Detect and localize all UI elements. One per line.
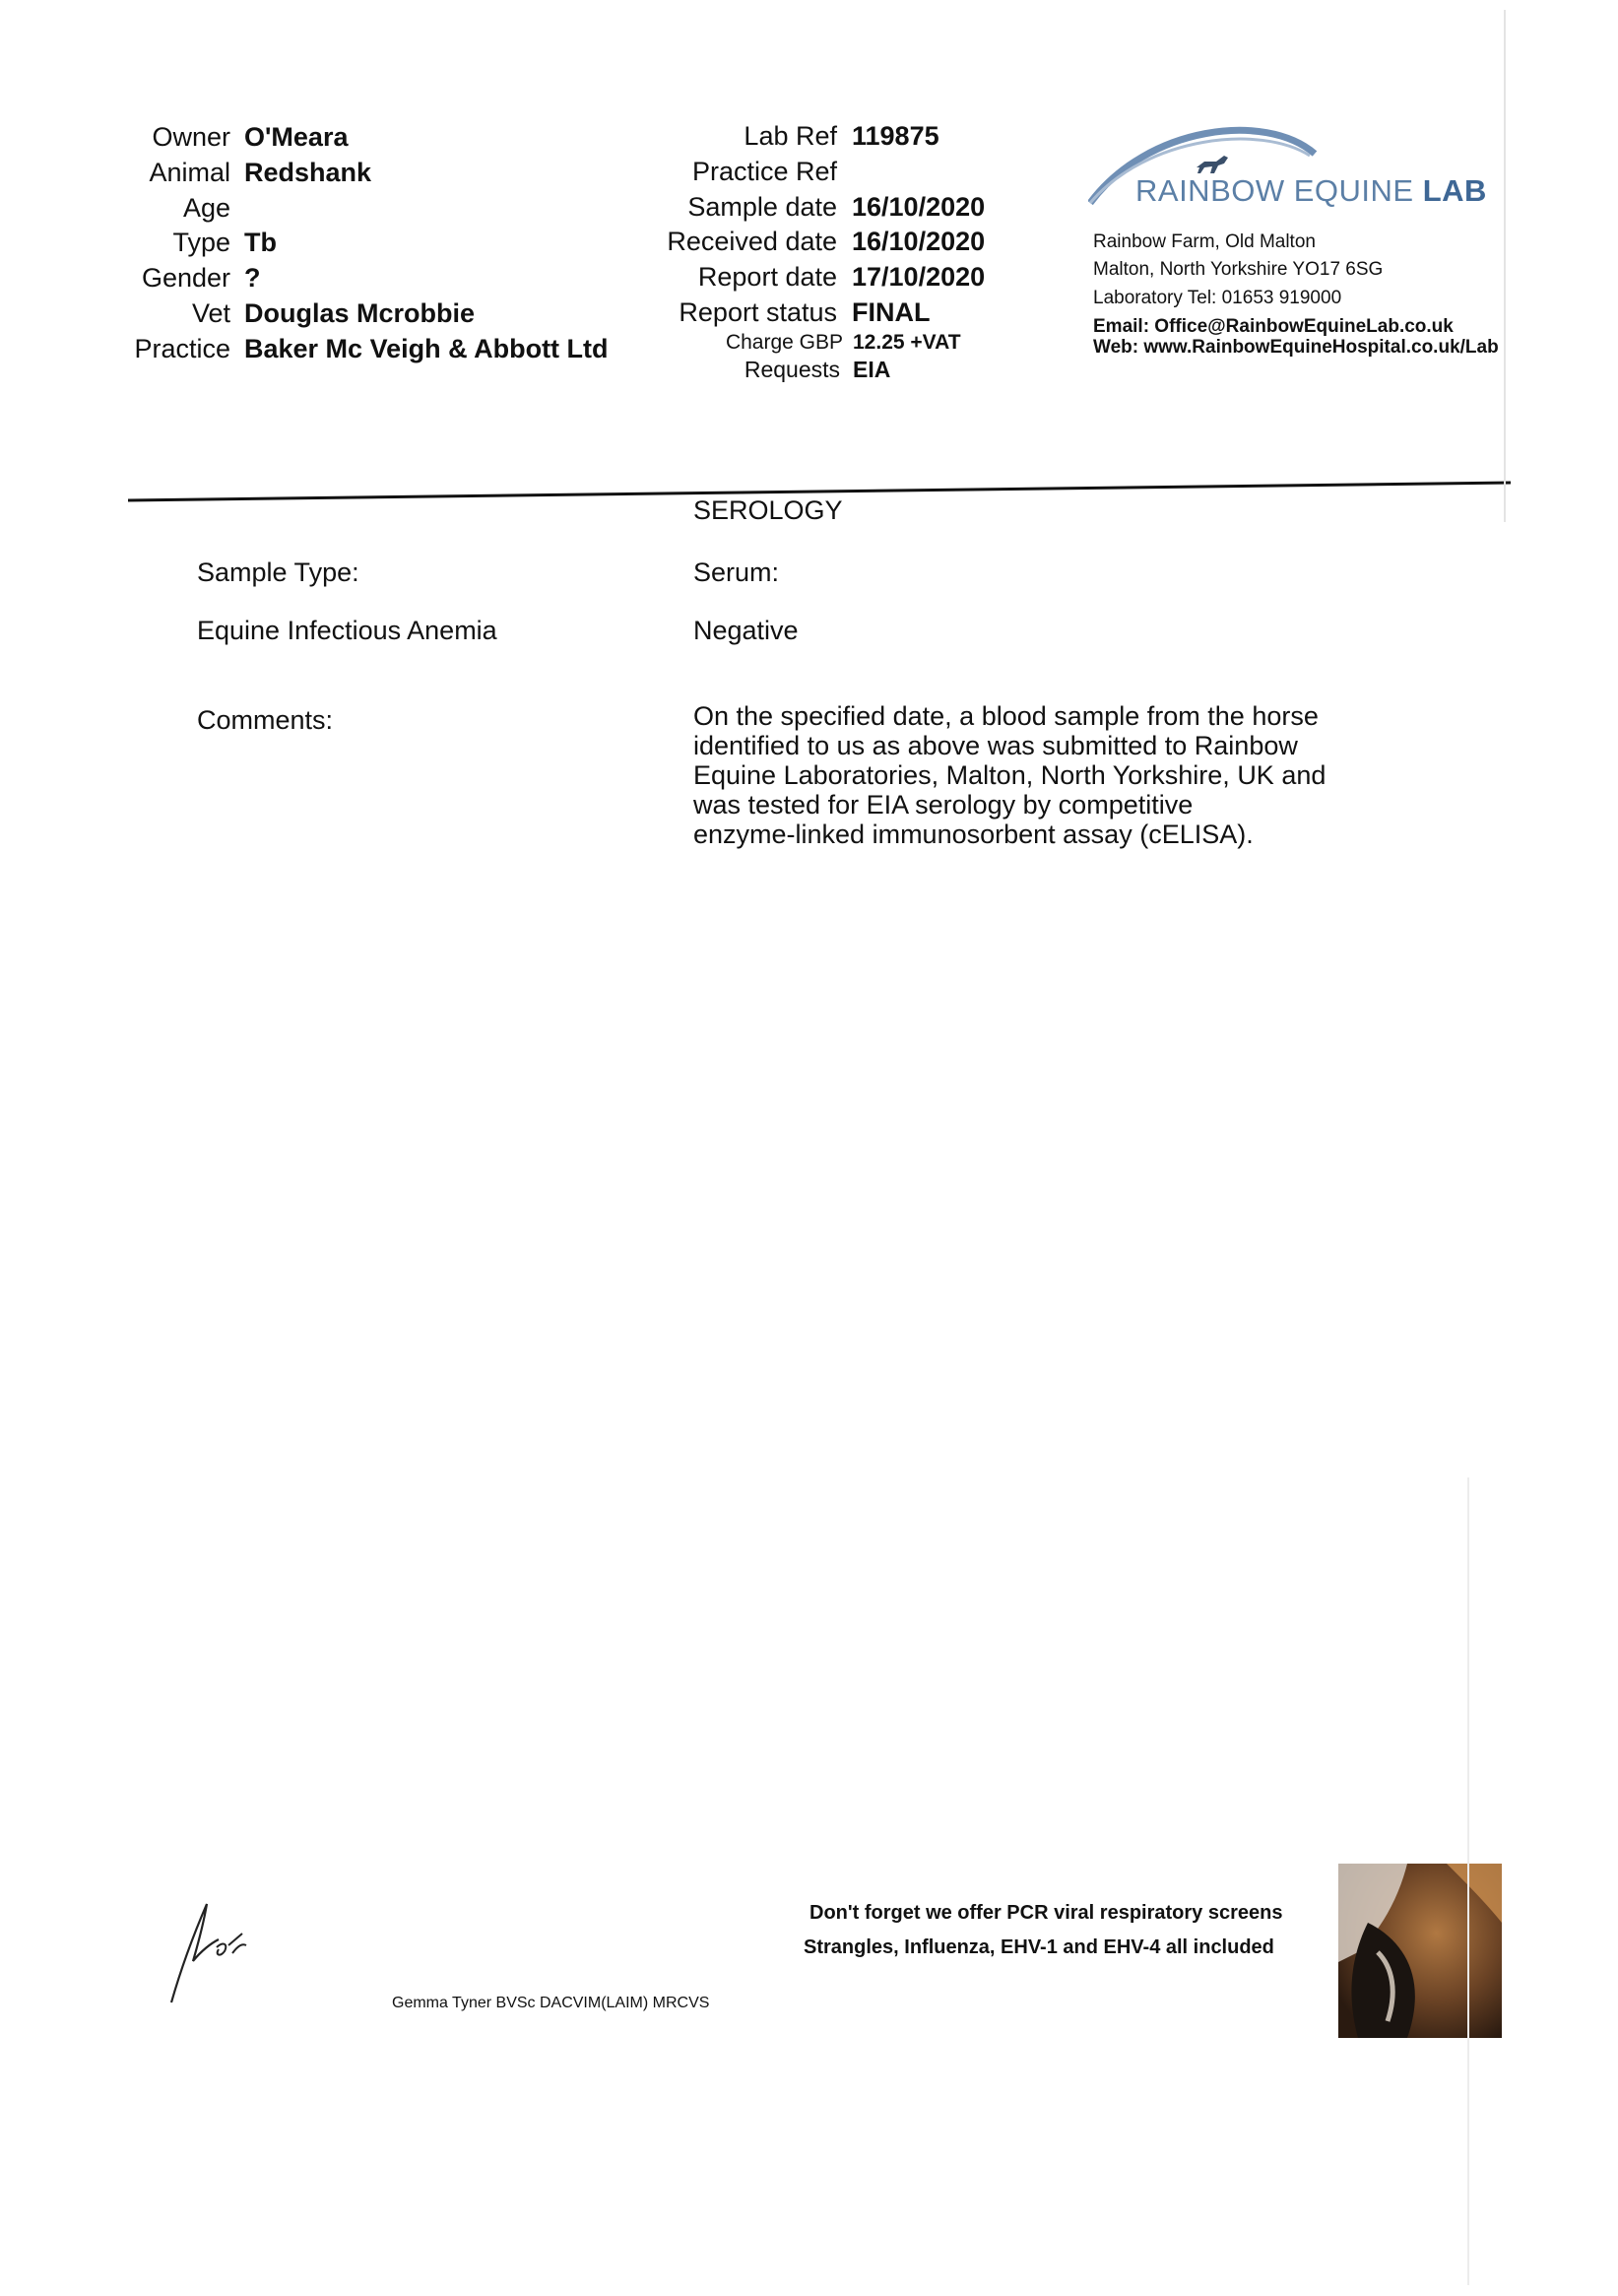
animal-label: Animal bbox=[149, 158, 230, 187]
logo-wordmark bbox=[1135, 173, 1487, 209]
vet-value: Douglas Mcrobbie bbox=[244, 298, 476, 328]
logo-text-bold: LAB bbox=[1422, 173, 1487, 208]
horse-nose-icon bbox=[1338, 1864, 1502, 2038]
sample-type-value: Serum: bbox=[693, 558, 780, 587]
age-label: Age bbox=[182, 193, 230, 223]
report-date-label: Report date bbox=[697, 262, 837, 292]
comments-label: Comments: bbox=[197, 705, 334, 735]
lab-web: Web: www.RainbowEquineHospital.co.uk/Lab bbox=[1093, 337, 1499, 358]
owner-value: O'Meara bbox=[244, 122, 349, 152]
report-status-value: FINAL bbox=[852, 297, 931, 327]
vet-label: Vet bbox=[191, 298, 230, 328]
sample-date-row bbox=[581, 192, 986, 228]
test-name: Equine Infectious Anemia bbox=[197, 616, 497, 645]
promo-line-1: Don't forget we offer PCR viral respiratory screens bbox=[809, 1902, 1283, 1924]
requests-row bbox=[581, 357, 975, 384]
practice-value: Baker Mc Veigh & Abbott Ltd bbox=[244, 334, 609, 363]
report-status-label: Report status bbox=[679, 297, 837, 327]
scan-edge-line bbox=[1467, 1477, 1469, 2285]
lab-address-line1: Rainbow Farm, Old Malton bbox=[1093, 231, 1316, 252]
practice-label: Practice bbox=[134, 334, 230, 363]
animal-value: Redshank bbox=[244, 158, 372, 187]
received-date-row bbox=[581, 227, 986, 262]
type-value: Tb bbox=[244, 228, 277, 257]
comments-line: enzyme-linked immunosorbent assay (cELISA). bbox=[693, 820, 1254, 849]
sample-type-label: Sample Type: bbox=[197, 558, 359, 587]
handwritten-signature bbox=[158, 1896, 266, 2009]
comments-text bbox=[693, 701, 1363, 849]
comments-line: On the specified date, a blood sample from the horse bbox=[693, 701, 1319, 731]
logo-text-main: RAINBOW EQUINE bbox=[1135, 173, 1423, 208]
test-result: Negative bbox=[693, 616, 799, 645]
lab-ref-label: Lab Ref bbox=[744, 121, 837, 151]
gender-value: ? bbox=[244, 263, 261, 293]
scan-edge-line bbox=[1504, 10, 1506, 522]
received-date-value: 16/10/2020 bbox=[852, 227, 986, 256]
report-date-value: 17/10/2020 bbox=[852, 262, 986, 292]
owner-label: Owner bbox=[152, 122, 230, 152]
charge-row bbox=[581, 331, 975, 359]
practice-ref-label: Practice Ref bbox=[691, 157, 837, 186]
charge-value: 12.25 +VAT bbox=[853, 331, 961, 354]
type-label: Type bbox=[172, 228, 230, 257]
sample-date-label: Sample date bbox=[687, 192, 837, 222]
gender-label: Gender bbox=[141, 263, 230, 293]
signatory-name: Gemma Tyner BVSc DACVIM(LAIM) MRCVS bbox=[392, 1995, 710, 2011]
requests-label: Requests bbox=[744, 357, 840, 382]
charge-label: Charge GBP bbox=[725, 331, 843, 354]
lab-address-line2: Malton, North Yorkshire YO17 6SG bbox=[1093, 259, 1384, 280]
practice-ref-row bbox=[581, 157, 975, 192]
report-status-row bbox=[581, 297, 975, 333]
section-heading: SEROLOGY bbox=[693, 495, 843, 525]
lab-email: Email: Office@RainbowEquineLab.co.uk bbox=[1093, 316, 1454, 337]
comments-line: was tested for EIA serology by competitive bbox=[693, 790, 1194, 820]
requests-value: EIA bbox=[853, 357, 891, 382]
promo-line-2: Strangles, Influenza, EHV-1 and EHV-4 all included bbox=[804, 1936, 1274, 1958]
horse-photo bbox=[1338, 1864, 1502, 2038]
comments-line: identified to us as above was submitted to Rainbow bbox=[693, 731, 1298, 760]
comments-line: Equine Laboratories, Malton, North Yorkshire, UK and bbox=[693, 760, 1327, 790]
lab-ref-value: 119875 bbox=[852, 121, 939, 151]
received-date-label: Received date bbox=[667, 227, 837, 256]
sample-date-value: 16/10/2020 bbox=[852, 192, 986, 222]
lab-telephone: Laboratory Tel: 01653 919000 bbox=[1093, 288, 1342, 308]
lab-logo bbox=[1088, 116, 1487, 215]
horse-icon bbox=[1197, 156, 1228, 173]
report-date-row bbox=[581, 262, 986, 297]
lab-ref-row bbox=[581, 121, 975, 157]
